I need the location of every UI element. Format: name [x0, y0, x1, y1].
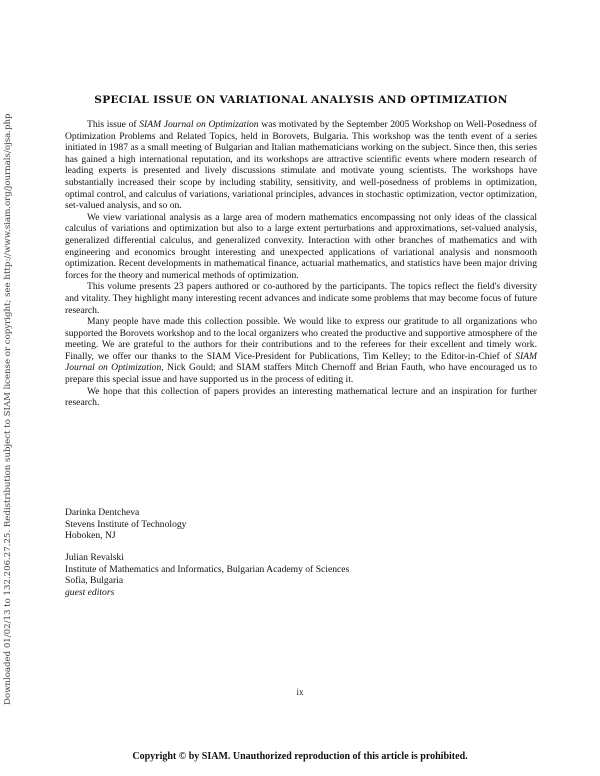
editor-role: guest editors [65, 586, 115, 598]
paragraph-text: This issue of [87, 119, 140, 130]
journal-name: SIAM Journal on Optimization [139, 119, 259, 130]
editor-institution: Stevens Institute of Technology [65, 518, 187, 530]
editor-signature [65, 552, 485, 598]
editor-name: Darinka Dentcheva [65, 507, 140, 518]
copyright-notice: Copyright © by SIAM. Unauthorized reproduction of this article is prohibited. [132, 751, 468, 762]
paragraph [65, 119, 537, 212]
editor-institution: Institute of Mathematics and Informatics, Bulgarian Academy of Sciences [65, 563, 350, 575]
paragraph-text: was motivated by the September 2005 Workshop on Well-Posedness of Optimization Problems and Related Topics, held in Borovets, Bulgaria. This workshop was the tenth event of a series initiated in 1987 as a small meeting of Bulgarian and Italian mathematicians working on the subject. Since then, this series has gained a high international reputation, and its workshops are attractive scientific events where modern research of leading experts is presented and lively discussions stimulate and motivate young scientists. The workshops have substantially increased their scope by including stability, sensitivity, and well-posedness of problems in optimization, optimal control, and calculus of variations, variational principles, advances in stochastic optimization, vector optimization, set-valued analysis, and so on. [65, 119, 537, 212]
editor-location: Hoboken, NJ [65, 530, 116, 542]
page-number: ix [296, 687, 304, 697]
editor-name: Julian Revalski [65, 552, 124, 563]
paragraph: We hope that this collection of papers provides an interesting mathematical lecture and an inspiration for further research. [65, 385, 537, 409]
paragraph-text: , Nick Gould; and SIAM staffers Mitch Chernoff and Brian Fauth, who have encouraged us to prepare this special issue and have supported us in the process of editing it. [65, 362, 537, 386]
download-notice: Downloaded 01/02/13 to 132.206.27.25. Redistribution subject to SIAM license or copyright; see http://www.siam.org/journals/ojsa.php [3, 113, 13, 705]
paragraph: We view variational analysis as a large area of modern mathematics encompassing not only ideas of the classical calculus of variations and optimization but also to a large extent perturbations and approximations, set-valued analysis, generalized differential calculus, and generalized convexity. Interaction with other branches of mathematics and with engineering and economics brought interesting and unexpected applications of variational analysis and nonsmooth optimization. Recent developments in mathematical finance, actuarial mathematics, and statistics have been major driving forces for the theory and numerical methods of optimization. [65, 211, 537, 281]
editor-location: Sofia, Bulgaria [65, 575, 124, 587]
journal-name: SIAM Journal on Optimization [65, 350, 537, 374]
article-body [65, 119, 537, 409]
paragraph-text: Many people have made this collection possible. We would like to express our gratitude to all organizations who supported the Borovets workshop and to the local organizers who created the productive and supportive atmosphere of the meeting. We are grateful to the authors for their contributions and to the referees for their excellent and timely work. Finally, we offer our thanks to the SIAM Vice-President for Publications, Tim Kelley; to the Editor-in-Chief of [65, 316, 537, 362]
editor-signature [65, 507, 485, 542]
paragraph: This volume presents 23 papers authored or co-authored by the participants. The topics reflect the field's diversity and vitality. They highlight many interesting recent advances and indicate some problems that may become focus of future research. [65, 281, 537, 316]
page-title: SPECIAL ISSUE ON VARIATIONAL ANALYSIS AND OPTIMIZATION [94, 94, 508, 106]
paragraph [65, 316, 537, 386]
